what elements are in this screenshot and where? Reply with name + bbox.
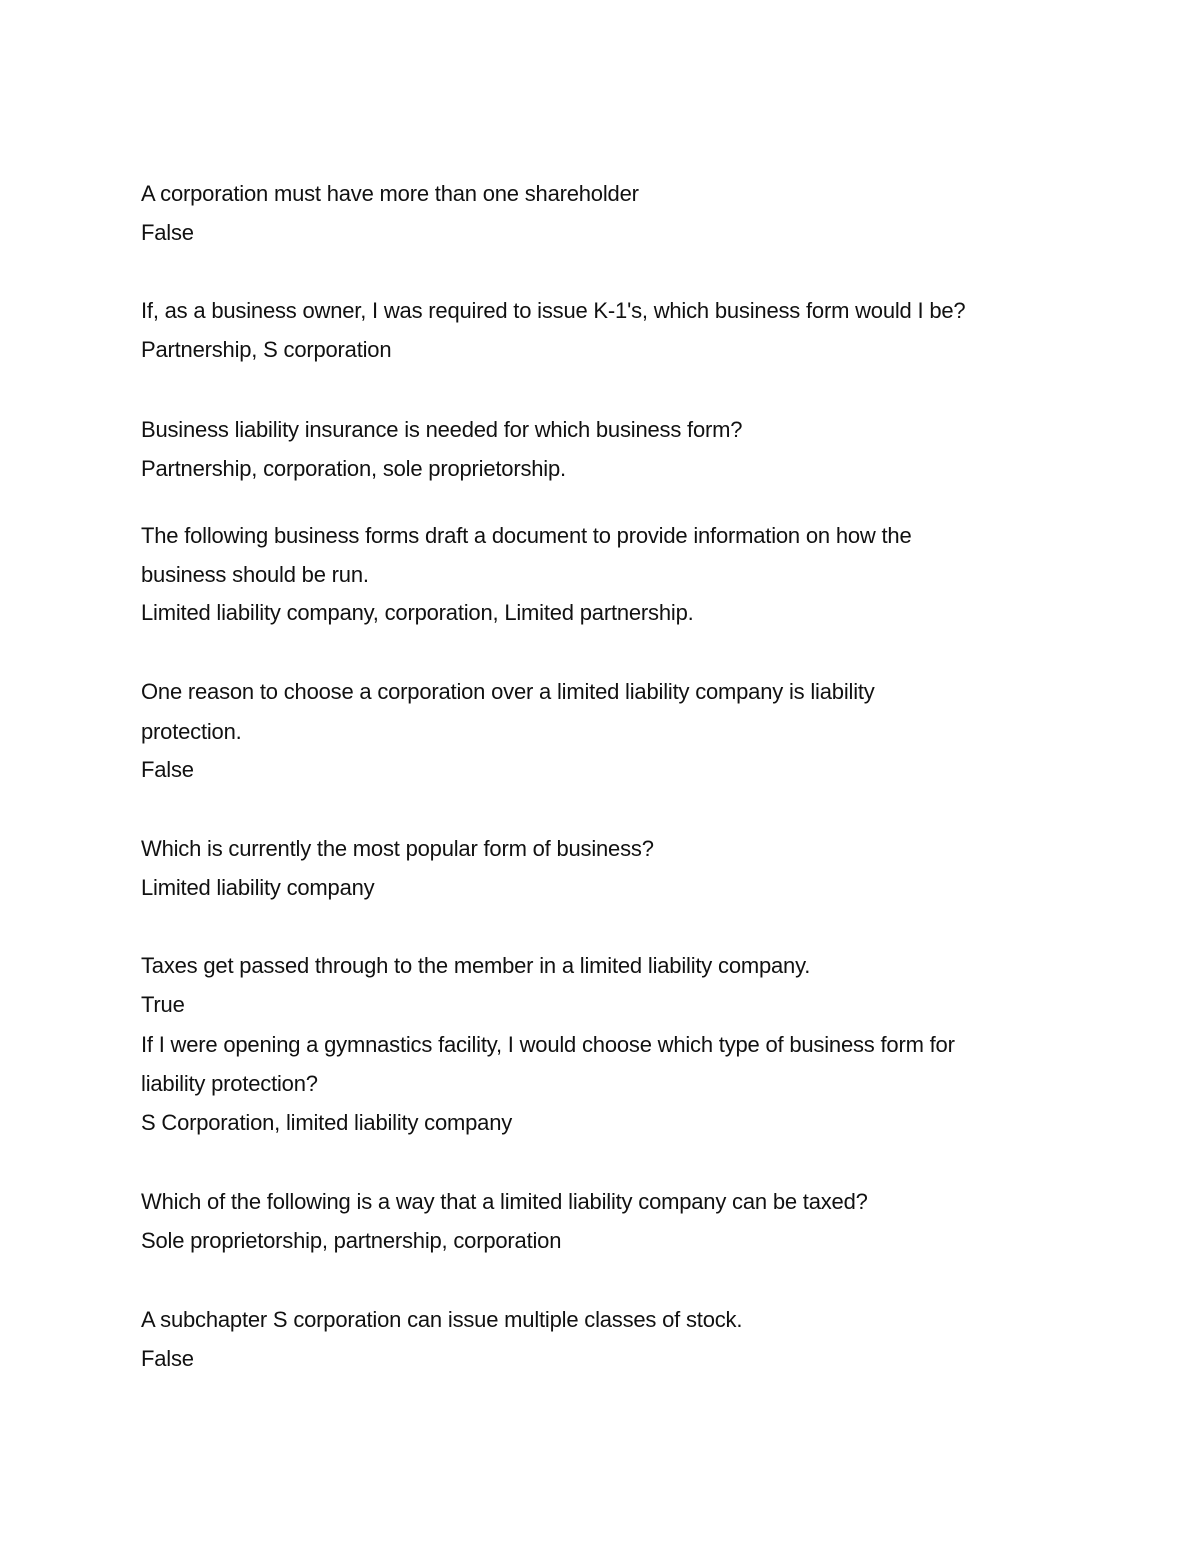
answer-text: Limited liability company, corporation, Limited partnership. (141, 600, 694, 625)
question-text: Which is currently the most popular form of business? (141, 836, 654, 861)
question-text: Which of the following is a way that a limited liability company can be taxed? (141, 1189, 868, 1214)
question-text: protection. (141, 719, 242, 744)
question-text: The following business forms draft a document to provide information on how the (141, 523, 912, 548)
answer-text: False (141, 220, 194, 245)
answer-text: False (141, 757, 194, 782)
answer-text: True (141, 992, 185, 1017)
question-text: Business liability insurance is needed for which business form? (141, 417, 743, 442)
question-text: liability protection? (141, 1071, 318, 1096)
answer-text: Partnership, S corporation (141, 337, 392, 362)
answer-text: Partnership, corporation, sole proprietorship. (141, 456, 566, 481)
answer-text: Sole proprietorship, partnership, corporation (141, 1228, 562, 1253)
answer-text: False (141, 1346, 194, 1371)
question-text: A corporation must have more than one shareholder (141, 181, 639, 206)
question-text: If I were opening a gymnastics facility, I would choose which type of business form for (141, 1032, 955, 1057)
answer-text: S Corporation, limited liability company (141, 1110, 513, 1135)
question-text: If, as a business owner, I was required to issue K-1's, which business form would I be? (141, 298, 966, 323)
answer-text: Limited liability company (141, 875, 375, 900)
question-text: A subchapter S corporation can issue multiple classes of stock. (141, 1307, 743, 1332)
question-text: One reason to choose a corporation over a limited liability company is liability (141, 679, 875, 704)
question-text: Taxes get passed through to the member in a limited liability company. (141, 953, 811, 978)
question-text: business should be run. (141, 562, 369, 587)
